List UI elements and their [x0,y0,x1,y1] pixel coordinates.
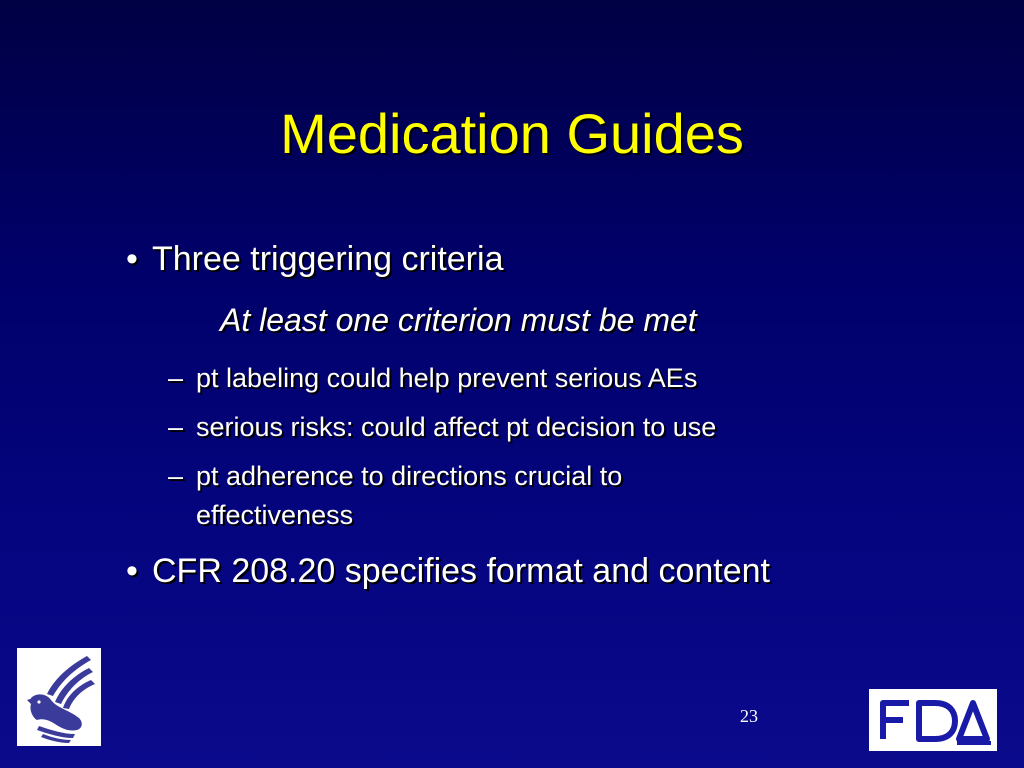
sub-bullet-marker: – [168,363,184,393]
sub-bullet-text: serious risks: could affect pt decision to use [196,412,717,442]
slide-title: Medication Guides [280,102,744,165]
bullet-marker: • [126,240,138,278]
sub-bullet-text-continued: effectiveness [196,500,354,530]
hhs-eagle-logo [17,648,101,746]
bullet-text: CFR 208.20 specifies format and content [152,552,770,590]
bullet-marker: • [126,552,138,590]
sub-bullet-text: pt adherence to directions crucial to [196,461,623,491]
sub-bullet-text: pt labeling could help prevent serious AEs [196,363,698,393]
page-number: 23 [740,706,758,726]
bullet-text: Three triggering criteria [152,240,504,278]
subheading: At least one criterion must be met [220,302,697,338]
fda-logo-icon [869,689,997,751]
fda-logo [869,689,997,751]
sub-bullet-marker: – [168,412,184,442]
sub-bullet-marker: – [168,461,184,491]
eagle-icon [17,648,101,746]
